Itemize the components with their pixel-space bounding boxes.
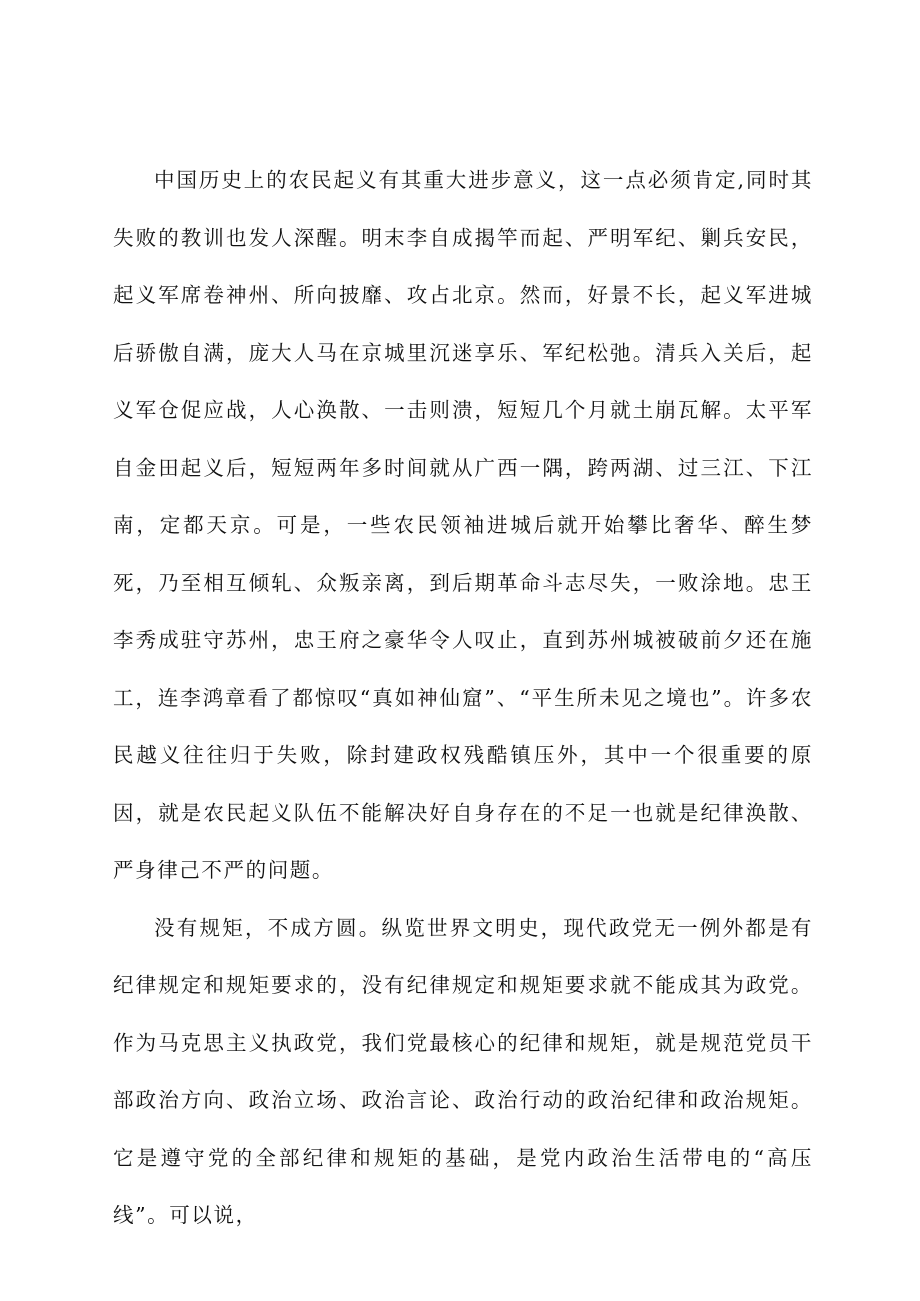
body-text bbox=[113, 152, 813, 1245]
paragraph-peasant-uprisings: 中国历史上的农民起义有其重大进步意义，这一点必须肯定,同时其失败的教训也发人深醒。明末李自成揭竿而起、严明军纪、剿兵安民，起义军席卷神州、所向披靡、攻占北京。然而，好景不长，起义军进城后骄傲自满，庞大人马在京城里沉迷享乐、军纪松弛。清兵入关后，起义军仓促应战，人心涣散、一击则溃，短短几个月就土崩瓦解。太平军自金田起义后，短短两年多时间就从广西一隅，跨两湖、过三江、下江南，定都天京。可是，一些农民领袖进城后就开始攀比奢华、醉生梦死，乃至相互倾轧、众叛亲离，到后期革命斗志尽失，一败涂地。忠王李秀成驻守苏州，忠王府之豪华令人叹止，直到苏州城被破前夕还在施工，连李鸿章看了都惊叹“真如神仙窟”、“平生所未见之境也”。许多农民越义往往归于失败，除封建政权残酷镇压外，其中一个很重要的原因，就是农民起义队伍不能解决好自身存在的不足一也就是纪律涣散、严身律己不严的问题。 bbox=[113, 168, 813, 882]
paragraph-rules-and-discipline: 没有规矩，不成方圆。纵览世界文明史，现代政党无一例外都是有纪律规定和规矩要求的，没有纪律规定和规矩要求就不能成其为政党。作为马克思主义执政党，我们党最核心的纪律和规矩，就是规范党员干部政治方向、政治立场、政治言论、政治行动的政治纪律和政治规矩。它是遵守党的全部纪律和规矩的基础，是党内政治生活带电的“高压线”。可以说， bbox=[113, 915, 813, 1227]
